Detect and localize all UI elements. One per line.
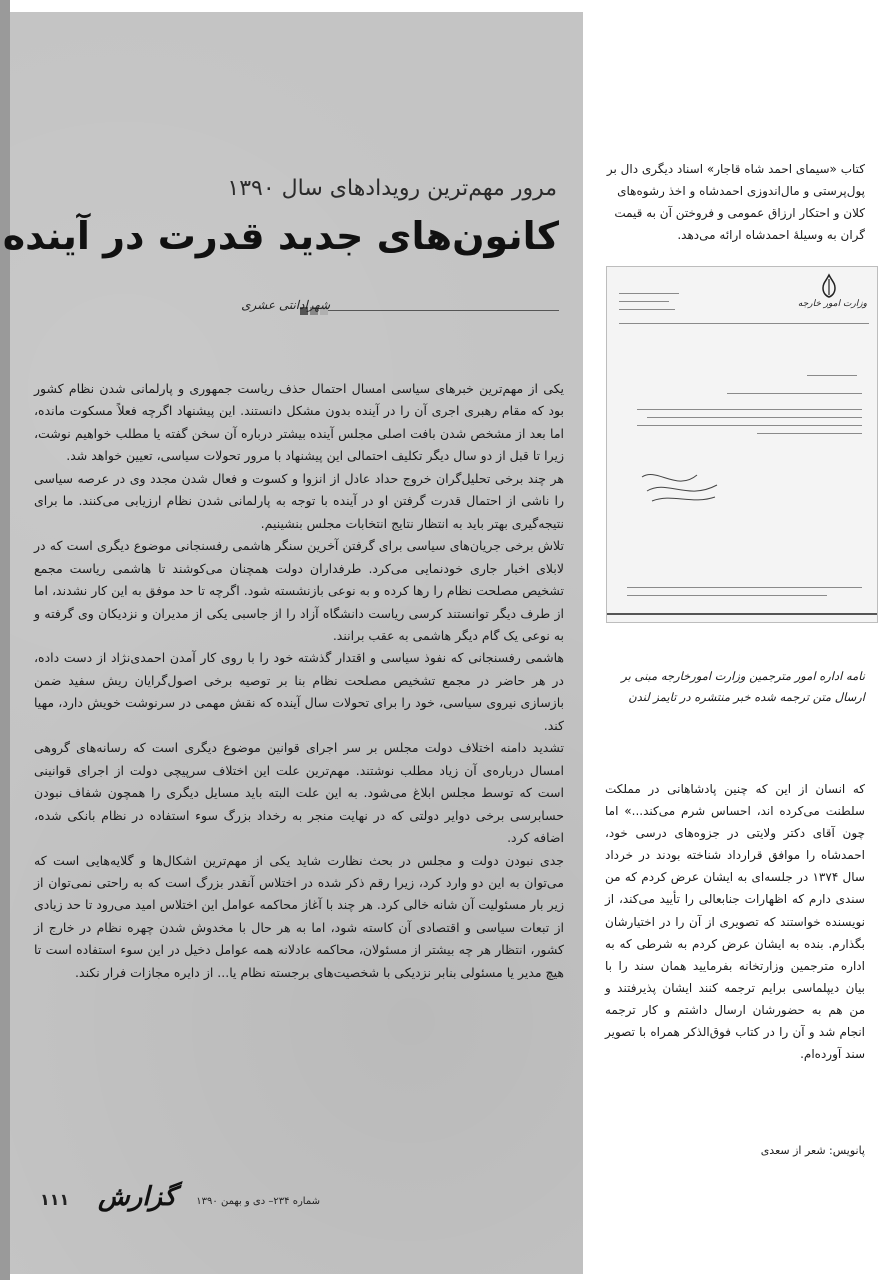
letter-line bbox=[637, 409, 862, 410]
letter-line bbox=[627, 587, 862, 588]
issue-info: شماره ۲۳۴– دی و بهمن ۱۳۹۰ bbox=[196, 1196, 320, 1207]
sidebar-body bbox=[605, 778, 865, 1065]
letter-line bbox=[619, 309, 675, 310]
article-paragraph: هر چند برخی تحلیل‌گران خروج حداد عادل از انزوا و کسوت و فعال شدن مجدد وی در عرصه سیاسی را ناشی از احتمال قدرت گرفتن او در آینده با توجه به پارلمانی شدن نظام ارزیابی می‌کنند. ما برای نتیجه‌گیری بهتر باید به انتظار نتایج انتخابات مجلس بنشینیم. bbox=[34, 470, 564, 531]
signature-stamp-icon bbox=[637, 467, 727, 507]
letter-line bbox=[727, 393, 862, 394]
letter-line bbox=[619, 301, 669, 302]
magazine-logo: گزارش bbox=[98, 1182, 177, 1212]
ministry-letter-image bbox=[606, 266, 878, 623]
sidebar-intro-text: کتاب «سیمای احمد شاه قاجار» اسناد دیگری دال بر پول‌پرستی و مال‌اندوزی احمدشاه و اخذ رشوه‌های کلان و احتکار ارزاق عمومی و فروختن آن به قیمت گران به وسیلهٔ احمدشاه ارائه می‌دهد. bbox=[606, 162, 865, 242]
article-paragraph: تشدید دامنه اختلاف دولت مجلس بر سر اجرای قوانین موضوع دیگری است که رسانه‌های گروهی امسال درباره‌ی آن زیاد مطلب نوشتند. مهم‌ترین علت این اختلاف سرپیچی دولت از اجرای قوانینی است که توسط مجلس ابلاغ می‌شود. به این علت البته باید مسایل دیگری را همچون شفاف نبودن حسابرسی برخی دوایر دولتی که در نهایت منجر به رخداد بزرگ سوء استفاده در نظام بانکی شده، اضافه کرد. bbox=[34, 740, 564, 846]
footnote: پانویس: شعر از سعدی bbox=[760, 1144, 865, 1157]
article-paragraph: تلاش برخی جریان‌های سیاسی برای گرفتن آخرین سنگر هاشمی رفسنجانی موضوع دیگری است که در لابلای اخبار جاری خودنمایی می‌کرد. طرفداران دولت همچنان می‌کوشند تا هاشمی ریاست مجمع تشخیص مصلحت نظام را رها کرده و به نوعی بازنشسته شود. اگرچه تا حد موفق به این کار نشدند، اما از طرف دیگر توانستند کرسی ریاست دانشگاه آزاد را از جاسبی یکی از مدیران و نزدیکان وی گرفته و به نوعی یک گام دیگر هاشمی به عقب برانند. bbox=[34, 538, 564, 643]
article-paragraph: جدی نبودن دولت و مجلس در بحث نظارت شاید یکی از مهم‌ترین اشکال‌ها و گلایه‌هایی است که می‌توان به این دو وارد کرد، زیرا رقم ذکر شده در اختلاس آنقدر بزرگ است که به راحتی نمی‌توان از زیر بار مسئولیت آن شانه خالی کرد. هر چند با آغاز محاکمه عوامل این اختلاس امید می‌رود تا حد زیادی از تبعات سیاسی و اقتصادی آن کاسته شود، اما به هر حال با مخدوش شدن چهره نظام در خارج از کشور، انتظار هر چه بیشتر از مسئولان، محاکمه عادلانه همه عوامل دخیل در این سوء استفاده است تا هیچ مدیر یا مسئولی بنابر نزدیکی با شخصیت‌های برجسته نظام یا... از دایره مجازات فرار نکند. bbox=[34, 852, 564, 980]
letter-line bbox=[627, 595, 827, 596]
byline-rule bbox=[325, 310, 559, 311]
letter-ministry-header: وزارت امور خارجه bbox=[797, 299, 867, 309]
letter-line bbox=[647, 417, 862, 418]
sidebar-intro bbox=[605, 158, 865, 246]
page-number: ۱۱۱ bbox=[40, 1190, 70, 1209]
letter-line bbox=[637, 425, 862, 426]
letter-footer-band bbox=[607, 613, 877, 615]
letter-line bbox=[619, 323, 869, 324]
page-binding-edge bbox=[0, 0, 10, 1280]
letter-line bbox=[807, 375, 857, 376]
article-paragraph: یکی از مهم‌ترین خبرهای سیاسی امسال احتمال حذف ریاست جمهوری و پارلمانی شدن نظام کشور بود که مقام رهبری اجری آن را در آینده بدون مشکل دانستند. این پیشنهاد اگرچه فعلاً مسکوت مانده، اما بعد از مشخص شدن بافت اصلی مجلس آینده بیشتر درباره آن سخن گفته یا مطلب خواهیم نوشت، زیرا تا قبل از دو سال دیگر تکلیف احتمالی این پیشنهاد با مرور تحولات سیاسی، تعیین خواهد شد. bbox=[34, 381, 564, 464]
sidebar-body-text: که انسان از این که چنین پادشاهانی در مملکت سلطنت می‌کرده اند، احساس شرم می‌کند...» اما چون آقای دکتر ولایتی در جزوه‌های درسی خود، احمدشاه را موافق قرارداد شناخته بودند در خرداد سال ۱۳۷۴ در جلسه‌ای به ایشان عرض کردم که من سندی دارم که اظهارات جنابعالی را تأیید می‌کند، از نویسنده خواستند که تصویری از آن را در اختیارشان بگذارم. بنده به ایشان عرض کردم به شرطی که به اداره مترجمین وزارتخانه بفرمایید همان سند را با بیان دیپلماسی برایم ترجمه کنند ایشان پذیرفتند و من هم به حضورشان ارسال داشتم و کار ترجمه انجام شد و آن را در کتاب فوق‌الذکر همراه با تصویر سند آورده‌ام. bbox=[605, 782, 865, 1062]
article-kicker: مرور مهم‌ترین رویدادهای سال ۱۳۹۰ bbox=[227, 176, 557, 201]
article-author: شهرادانتی عشری bbox=[241, 298, 330, 312]
caption-text: نامه اداره امور مترجمین وزارت امورخارجه مبنی بر ارسال متن ترجمه شده خبر منتشره در تایمز لندن bbox=[621, 669, 865, 704]
article-paragraph: هاشمی رفسنجانی که نفوذ سیاسی و اقتدار گذشته خود را با روی کار آمدن احمدی‌نژاد از دست داده، در هر حاضر در مجمع تشخیص مصلحت نظام بنا بر توصیه برخی اصول‌گرایان ریش سفید ضمن بازسازی نیروی سیاسی، خود را برای تحولات سال آینده که نقش مهمی در سرنوشت خویش دارد، مهیا کند. bbox=[34, 650, 564, 733]
article-headline: کانون‌های جدید قدرت در آینده bbox=[2, 214, 559, 258]
image-caption bbox=[605, 666, 865, 708]
letter-line bbox=[619, 293, 679, 294]
article-body bbox=[34, 378, 564, 1158]
iran-emblem-icon bbox=[817, 273, 841, 299]
letter-line bbox=[757, 433, 862, 434]
